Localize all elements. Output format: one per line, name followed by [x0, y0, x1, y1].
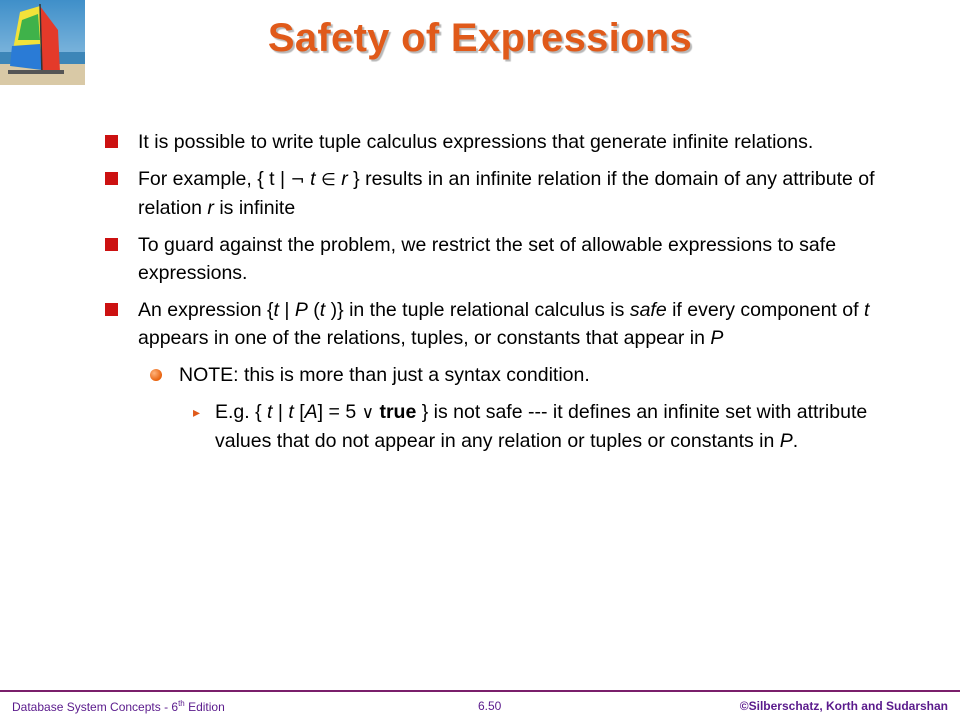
- footer-book-title-text: Database System Concepts - 6: [12, 700, 179, 714]
- bullet-text: It is possible to write tuple calculus expressions that generate infinite relations.: [138, 131, 814, 153]
- var-a: A: [304, 401, 318, 423]
- bullet-text-part: ] = 5: [317, 401, 357, 423]
- footer-page-number: 6.50: [478, 699, 502, 713]
- bullet-text-part: )} in the tuple relational calculus is: [330, 299, 625, 321]
- sub-bullet-note: [105, 361, 895, 389]
- bullet-example: [105, 165, 895, 222]
- bullet-text-part: |: [277, 401, 283, 423]
- bullet-text-part: |: [284, 299, 290, 321]
- or-symbol: ∨: [361, 403, 375, 423]
- bullet-guard: [105, 231, 895, 287]
- var-r: r: [207, 197, 214, 219]
- slide-footer: [0, 690, 960, 720]
- bullet-text-part: } results in an infinite relation if the domain of any attribute of relation: [138, 168, 875, 219]
- bullet-text-part: [: [299, 401, 305, 423]
- footer-edition-text: Edition: [184, 700, 225, 714]
- var-t: t: [267, 401, 273, 423]
- sub-sub-bullet-example: [105, 398, 895, 455]
- triangle-right-icon: ▸: [193, 404, 201, 420]
- bullet-text: To guard against the problem, we restrict the set of allowable expressions to safe expressions.: [138, 234, 837, 284]
- square-bullet-icon: [105, 238, 118, 251]
- bullet-text-part: An expression {: [138, 299, 274, 321]
- bullet-text-part: appears in one of the relations, tuples, or constants that appear in: [138, 327, 705, 349]
- footer-edition-sup: th: [178, 699, 185, 708]
- var-t: t: [319, 299, 326, 321]
- bullet-text-part: (: [313, 299, 320, 321]
- square-bullet-icon: [105, 172, 118, 185]
- footer-book-title: [12, 699, 225, 714]
- bullet-safe-definition: [105, 296, 895, 352]
- term-safe: safe: [629, 299, 667, 321]
- var-t: t: [273, 299, 279, 321]
- keyword-true: true: [379, 401, 417, 423]
- footer-divider: [0, 690, 960, 692]
- bullet-infinite-relations: [105, 128, 895, 156]
- var-t: t: [288, 401, 294, 423]
- var-p: P: [294, 299, 308, 321]
- footer-copyright: ©Silberschatz, Korth and Sudarshan: [739, 699, 948, 713]
- var-r: r: [341, 168, 348, 190]
- var-t: t: [310, 168, 316, 190]
- bullet-text-part: .: [792, 430, 799, 452]
- sub-bullet-text: NOTE: this is more than just a syntax condition.: [179, 364, 590, 386]
- slide-content: [105, 128, 895, 464]
- slide-title: Safety of Expressions: [267, 16, 693, 60]
- var-p: P: [779, 430, 793, 452]
- square-bullet-icon: [105, 303, 118, 316]
- not-symbol: ¬: [290, 170, 305, 190]
- bullet-text-part: } is not safe --- it defines an infinite set with attribute values that do not appear in any relation or tuples or constants in: [215, 401, 868, 452]
- element-of-symbol: ∈: [320, 170, 336, 190]
- bullet-text-part: E.g. {: [215, 401, 262, 423]
- bullet-text-part: if every component of: [672, 299, 859, 321]
- square-bullet-icon: [105, 135, 118, 148]
- round-bullet-icon: [150, 369, 162, 381]
- bullet-text-part: For example, { t |: [138, 168, 286, 190]
- bullet-text-part: is infinite: [219, 197, 296, 219]
- var-p: P: [710, 327, 724, 349]
- var-t: t: [863, 299, 870, 321]
